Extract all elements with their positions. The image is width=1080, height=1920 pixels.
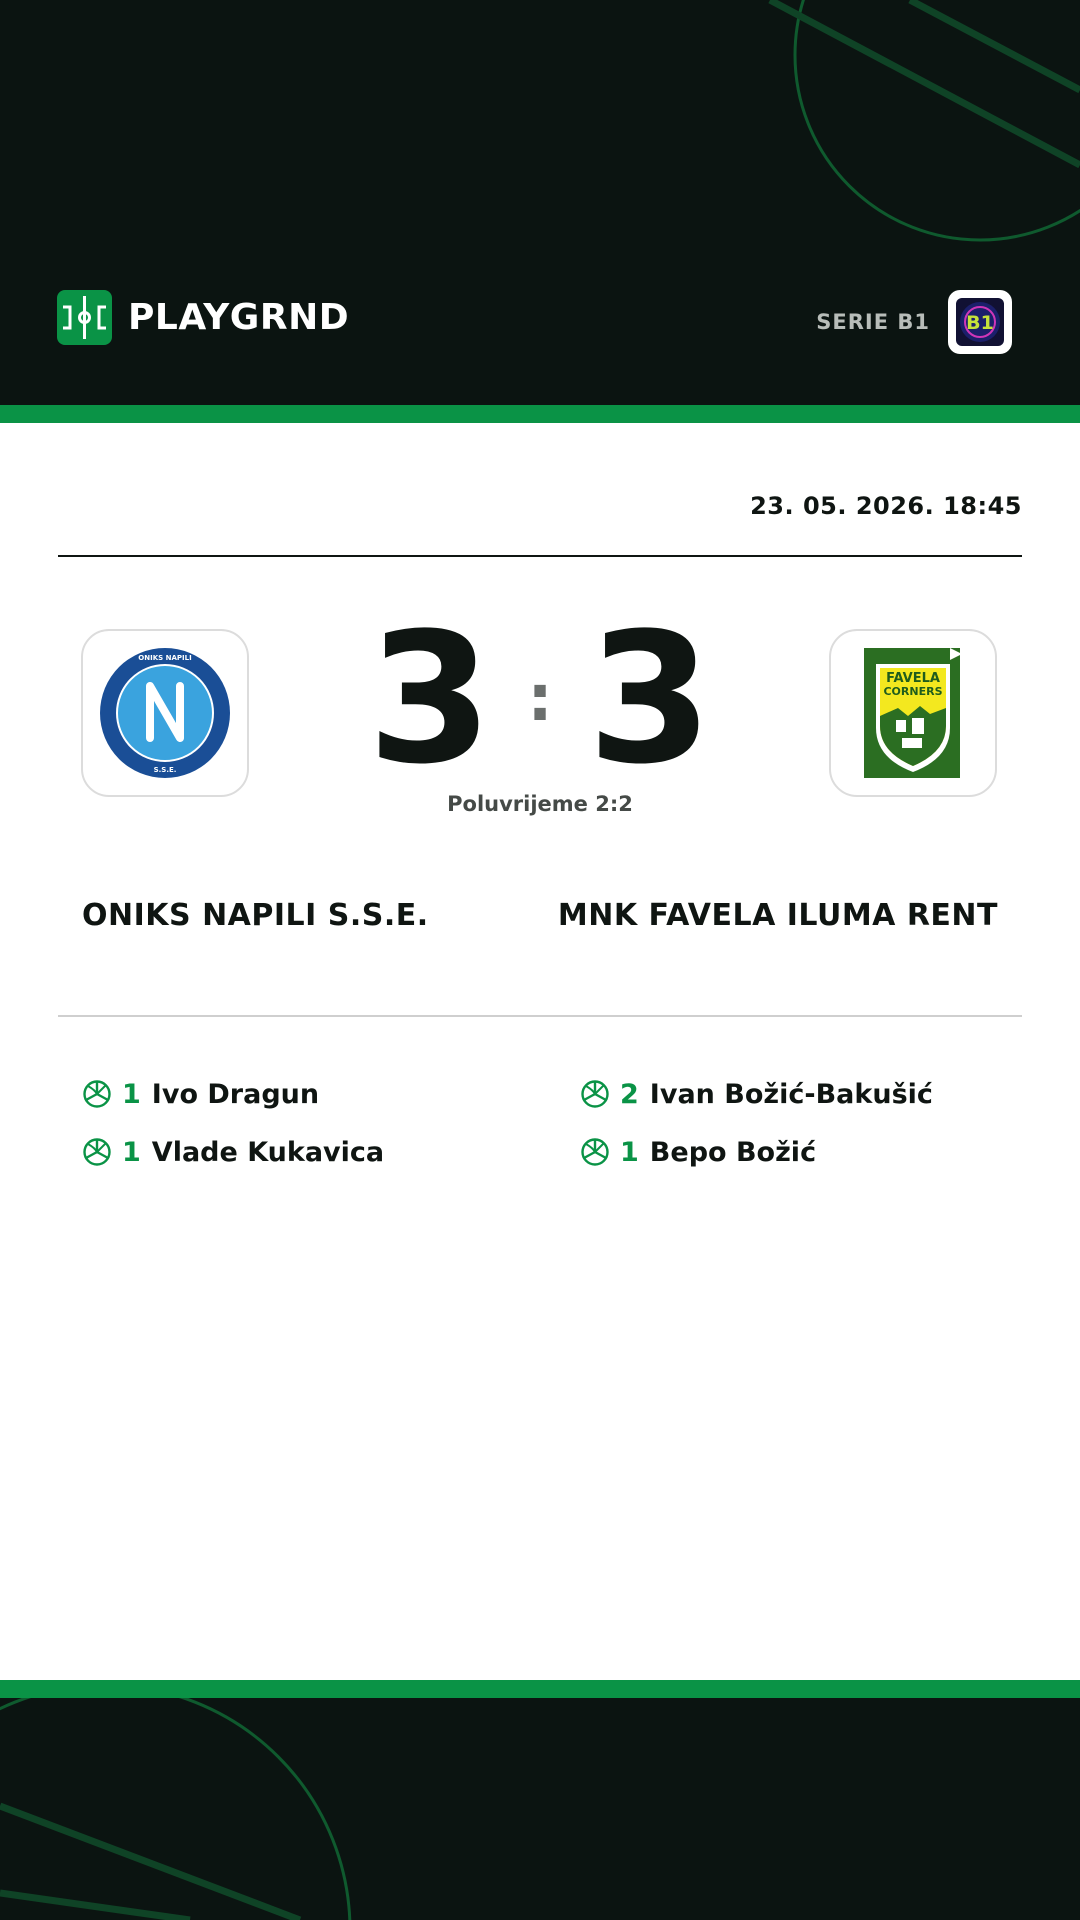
score-separator: : [527, 662, 553, 736]
svg-text:CORNERS: CORNERS [883, 685, 943, 698]
scorer-row [82, 1065, 384, 1123]
svg-text:B1: B1 [966, 312, 994, 334]
scorer-name: Ivan Božić-Bakušić [649, 1078, 933, 1110]
scorer-row [580, 1065, 933, 1123]
scorer-name: Vlade Kukavica [151, 1136, 385, 1168]
home-team-crest [81, 629, 249, 797]
divider [58, 555, 1022, 557]
home-scorers [82, 1065, 384, 1181]
away-team-name: MNK FAVELA ILUMA RENT [557, 898, 998, 933]
away-score: 3 [587, 595, 713, 804]
scorer-goals: 2 [620, 1078, 639, 1110]
brand [57, 290, 349, 345]
halftime-score: Poluvrijeme 2:2 [447, 792, 633, 816]
svg-text:S.S.E.: S.S.E. [153, 766, 177, 774]
ball-icon [82, 1079, 112, 1109]
scorer-goals: 1 [620, 1136, 639, 1168]
oniks-napili-crest [98, 646, 232, 780]
favela-corners-crest [858, 646, 968, 780]
accent-bar-bottom [0, 1680, 1080, 1698]
scorer-row [580, 1123, 933, 1181]
svg-text:FAVELA: FAVELA [886, 671, 940, 686]
ball-icon [580, 1137, 610, 1167]
ball-icon [82, 1137, 112, 1167]
scorer-name: Bepo Božić [649, 1136, 817, 1168]
svg-text:ONIKS NAPILI: ONIKS NAPILI [138, 654, 192, 662]
footer [0, 1698, 1080, 1920]
serie-b1-badge [948, 290, 1012, 354]
pitch-lines-decoration [0, 1698, 1080, 1920]
scorer-goals: 1 [122, 1136, 141, 1168]
brand-name: PLAYGRND [128, 297, 350, 338]
home-team-name: ONIKS NAPILI S.S.E. [82, 898, 429, 933]
away-team-crest [829, 629, 997, 797]
pitch-icon [57, 290, 112, 345]
scorer-row [82, 1123, 384, 1181]
league-name: SERIE B1 [816, 310, 930, 334]
home-score: 3 [367, 595, 493, 804]
scorer-name: Ivo Dragun [151, 1078, 320, 1110]
header [0, 0, 1080, 405]
match-datetime: 23. 05. 2026. 18:45 [750, 492, 1022, 520]
accent-bar-top [0, 405, 1080, 423]
divider [58, 1015, 1022, 1017]
ball-icon [580, 1079, 610, 1109]
league [816, 290, 1012, 354]
scorer-goals: 1 [122, 1078, 141, 1110]
away-scorers [580, 1065, 933, 1181]
